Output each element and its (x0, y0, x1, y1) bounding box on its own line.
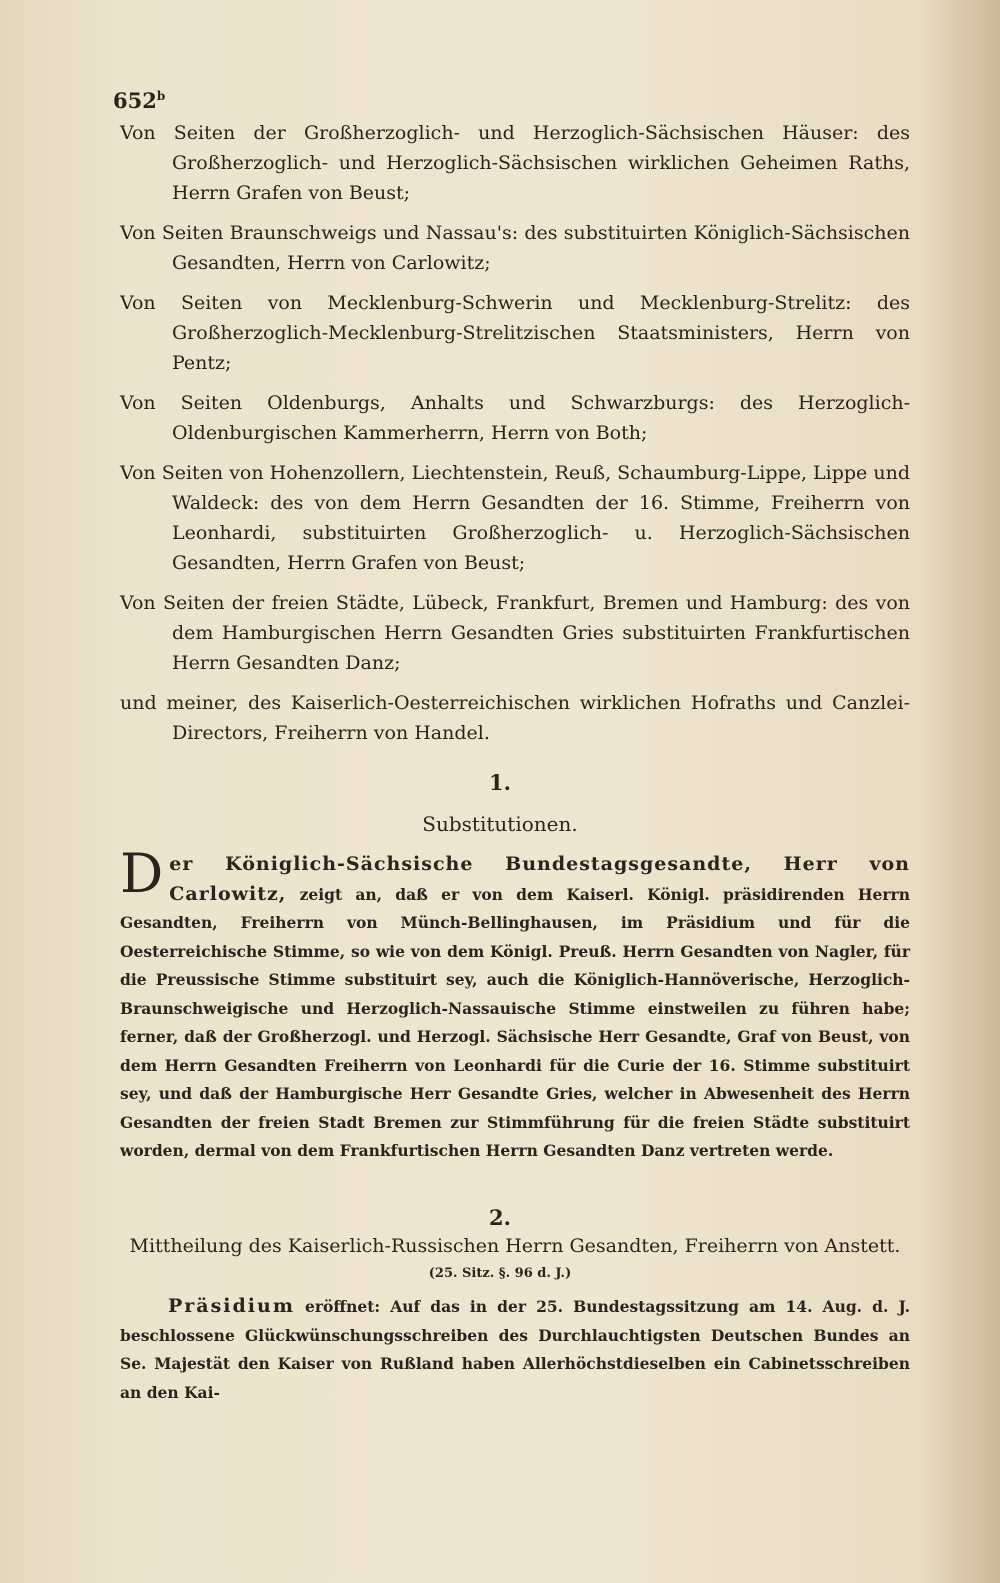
attendee-entry: Von Seiten von Hohenzollern, Liechtenstein, Reuß, Schaumburg-Lippe, Lippe und Waldeck: des von dem Herrn Gesandten der 16. Stimme, Freiherrn von Leonhardi, substituirten Großherzoglich- u. Herzoglich-Sächsischen Gesandten, Herrn Grafen von Beust; (120, 462, 910, 574)
attendee-entry: Von Seiten von Mecklenburg-Schwerin und Mecklenburg-Strelitz: des Großherzoglich-Mecklenburg-Strelitzischen Staatsministers, Herrn von Pentz; (120, 292, 910, 374)
attendee-list (120, 118, 910, 758)
section-1-text: zeigt an, daß er von dem Kaiserl. Königl. präsidirenden Herrn Gesandten, Freiherrn von Münch-Bellinghausen, im Präsidium und für die Oesterreichische Stimme, so wie von dem Königl. Preuß. Herrn Gesandten von Nagler, für die Preussische Stimme substituirt sey, auch die Königlich-Hannöverische, Herzoglich-Braunschweigische und Herzoglich-Nassauische Stimme einstweilen zu führen habe; ferner, daß der Großherzogl. und Herzogl. Sächsische Herr Gesandte, Graf von Beust, von dem Herrn Gesandten Freiherrn von Leonhardi für die Curie der 16. Stimme substituirt sey, und daß der Hamburgische Herr Gesandte Gries, welcher in Abwesenheit des Herrn Gesandten der freien Stadt Bremen zur Stimmführung für die freien Städte substituirt worden, dermal von dem Frankfurtischen Herrn Gesandten Danz vertreten werde. (120, 884, 910, 1160)
page-number: 652$^b$ (113, 88, 166, 113)
section-2-lead: Präsidium (168, 1295, 295, 1317)
section-1-title: Substitutionen. (422, 812, 578, 836)
attendee-entry: Von Seiten der freien Städte, Lübeck, Frankfurt, Bremen und Hamburg: des von dem Hamburgischen Herrn Gesandten Gries substituirten Frankfurtischen Herrn Gesandten Danz; (120, 592, 910, 674)
section-1-body (120, 842, 910, 1166)
section-2-title: Mittheilung des Kaiserlich-Russischen Herrn Gesandten, Freiherrn von Anstett. (129, 1235, 901, 1257)
attendee-entry: Von Seiten Braunschweigs und Nassau's: des substituirten Königlich-Sächsischen Gesandten, Herrn von Carlowitz; (120, 222, 910, 274)
section-2-number: 2. (489, 1205, 511, 1230)
section-2-text: eröffnet: Auf das in der 25. Bundestagssitzung am 14. Aug. d. J. beschlossene Glückwünschungsschreiben des Durchlauchtigsten Deutschen Bundes an Se. Majestät den Kaiser von Rußland haben Allerhöchstdieselben ein Cabinetsschreiben an den Kai- (120, 1297, 910, 1402)
drop-cap: D (120, 842, 164, 905)
section-1-number: 1. (489, 770, 511, 795)
section-2-reference: (25. Sitz. §. 96 d. J.) (428, 1266, 572, 1281)
section-2-body (120, 1292, 910, 1407)
section-1-lead: er Königlich-Sächsische Bundestagsgesandte, Herr von Carlowitz, (169, 853, 910, 905)
attendee-entry: Von Seiten Oldenburgs, Anhalts und Schwarzburgs: des Herzoglich-Oldenburgischen Kammerherrn, Herrn von Both; (120, 392, 910, 444)
attendee-entry: und meiner, des Kaiserlich-Oesterreichischen wirklichen Hofraths und Canzlei-Directors, Freiherrn von Handel. (120, 692, 910, 744)
attendee-entry: Von Seiten der Großherzoglich- und Herzoglich-Sächsischen Häuser: des Großherzoglich- und Herzoglich-Sächsischen wirklichen Geheimen Raths, Herrn Grafen von Beust; (120, 122, 910, 204)
